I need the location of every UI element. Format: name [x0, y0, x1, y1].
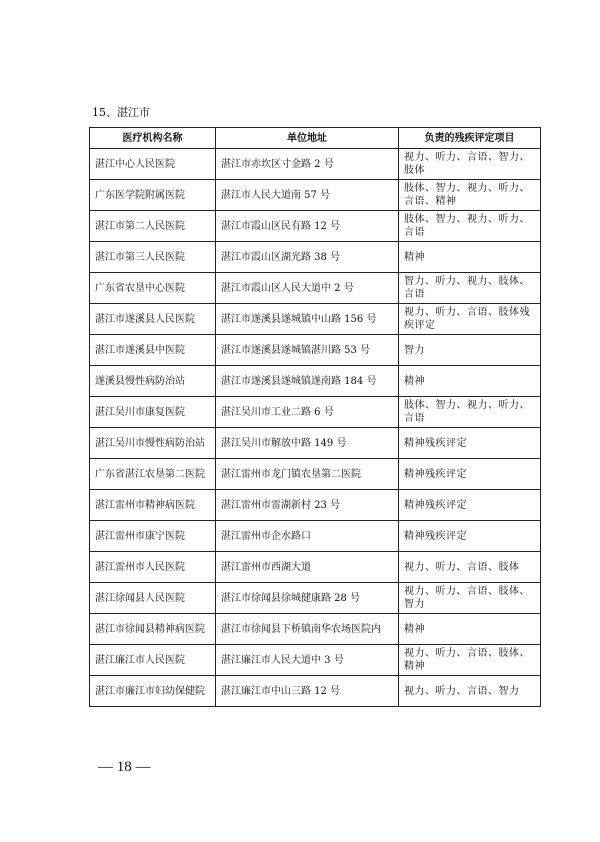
- table-row: [90, 614, 541, 645]
- assessment-scope-cell: 肢体、智力、视力、听力、言语、精神: [399, 180, 541, 211]
- institution-name-cell: 湛江吴川市康复医院: [90, 397, 216, 428]
- assessment-scope-cell: 视力、听力、言语、智力: [399, 676, 541, 707]
- institution-name-cell: 广东医学院附属医院: [90, 180, 216, 211]
- address-cell: 湛江吴川市工业二路 6 号: [216, 397, 399, 428]
- table-header-row: [90, 128, 541, 149]
- address-cell: 湛江廉江市中山三路 12 号: [216, 676, 399, 707]
- assessment-scope-cell: 智力、听力、视力、肢体、言语: [399, 273, 541, 304]
- assessment-scope-cell: 精神残疾评定: [399, 459, 541, 490]
- table-row: [90, 676, 541, 707]
- assessment-scope-cell: 精神: [399, 366, 541, 397]
- table-row: [90, 397, 541, 428]
- address-cell: 湛江市遂溪县遂城镇湛川路 53 号: [216, 335, 399, 366]
- table-row: [90, 304, 541, 335]
- institution-name-cell: 湛江市遂溪县人民医院: [90, 304, 216, 335]
- table-row: [90, 459, 541, 490]
- address-cell: 湛江吴川市解放中路 149 号: [216, 428, 399, 459]
- assessment-scope-cell: 精神残疾评定: [399, 521, 541, 552]
- address-cell: 湛江雷州市雷湖新村 23 号: [216, 490, 399, 521]
- institution-name-cell: 湛江雷州市康宁医院: [90, 521, 216, 552]
- assessment-scope-cell: 肢体、智力、视力、听力、言语: [399, 211, 541, 242]
- address-cell: 湛江市霞山区湖光路 38 号: [216, 242, 399, 273]
- address-cell: 湛江廉江市人民大道中 3 号: [216, 645, 399, 676]
- table-row: [90, 149, 541, 180]
- table-row: [90, 552, 541, 583]
- address-cell: 湛江市霞山区民有路 12 号: [216, 211, 399, 242]
- assessment-scope-cell: 视力、听力、言语、肢体残疾评定: [399, 304, 541, 335]
- institution-name-cell: 湛江市廉江市妇幼保健院: [90, 676, 216, 707]
- table-row: [90, 242, 541, 273]
- assessment-scope-cell: 视力、听力、言语、肢体、智力: [399, 583, 541, 614]
- address-cell: 湛江市赤坎区寸金路 2 号: [216, 149, 399, 180]
- header-assessment-scope: 负责的残疾评定项目: [399, 128, 541, 149]
- table-row: [90, 180, 541, 211]
- table-row: [90, 428, 541, 459]
- assessment-scope-cell: 精神: [399, 614, 541, 645]
- address-cell: 湛江市遂溪县遂城镇遂南路 184 号: [216, 366, 399, 397]
- address-cell: 湛江雷州市龙门镇农垦第二医院: [216, 459, 399, 490]
- table-row: [90, 583, 541, 614]
- institution-name-cell: 湛江廉江市人民医院: [90, 645, 216, 676]
- medical-institution-table: [89, 127, 541, 707]
- assessment-scope-cell: 精神残疾评定: [399, 490, 541, 521]
- assessment-scope-cell: 精神: [399, 242, 541, 273]
- assessment-scope-cell: 视力、听力、言语、肢体: [399, 552, 541, 583]
- assessment-scope-cell: 精神残疾评定: [399, 428, 541, 459]
- institution-name-cell: 湛江市第三人民医院: [90, 242, 216, 273]
- page-number: — 18 —: [98, 759, 151, 775]
- institution-name-cell: 湛江徐闻县人民医院: [90, 583, 216, 614]
- assessment-scope-cell: 视力、听力、言语、肢体、精神: [399, 645, 541, 676]
- address-cell: 湛江雷州市企水路口: [216, 521, 399, 552]
- table-row: [90, 521, 541, 552]
- institution-name-cell: 广东省农垦中心医院: [90, 273, 216, 304]
- institution-name-cell: 湛江吴川市慢性病防治站: [90, 428, 216, 459]
- institution-name-cell: 湛江中心人民医院: [90, 149, 216, 180]
- table-row: [90, 335, 541, 366]
- assessment-scope-cell: 智力: [399, 335, 541, 366]
- institution-name-cell: 湛江市第二人民医院: [90, 211, 216, 242]
- assessment-scope-cell: 肢体、智力、视力、听力、言语: [399, 397, 541, 428]
- table-row: [90, 490, 541, 521]
- table-row: [90, 273, 541, 304]
- header-institution-name: 医疗机构名称: [90, 128, 216, 149]
- address-cell: 湛江市徐闻县下桥镇南华农场医院内: [216, 614, 399, 645]
- assessment-scope-cell: 视力、听力、言语、智力、肢体: [399, 149, 541, 180]
- header-address: 单位地址: [216, 128, 399, 149]
- institution-name-cell: 湛江市徐闻县精神病医院: [90, 614, 216, 645]
- address-cell: 湛江市霞山区人民大道中 2 号: [216, 273, 399, 304]
- address-cell: 湛江雷州市西湖大道: [216, 552, 399, 583]
- table-row: [90, 211, 541, 242]
- institution-name-cell: 湛江雷州市精神病医院: [90, 490, 216, 521]
- address-cell: 湛江市人民大道南 57 号: [216, 180, 399, 211]
- address-cell: 湛江市徐闻县徐城健康路 28 号: [216, 583, 399, 614]
- address-cell: 湛江市遂溪县遂城镇中山路 156 号: [216, 304, 399, 335]
- institution-name-cell: 湛江市遂溪县中医院: [90, 335, 216, 366]
- institution-name-cell: 广东省湛江农垦第二医院: [90, 459, 216, 490]
- institution-name-cell: 湛江雷州市人民医院: [90, 552, 216, 583]
- section-title: 15、湛江市: [92, 106, 150, 119]
- table-row: [90, 366, 541, 397]
- institution-name-cell: 遂溪县慢性病防治站: [90, 366, 216, 397]
- table-row: [90, 645, 541, 676]
